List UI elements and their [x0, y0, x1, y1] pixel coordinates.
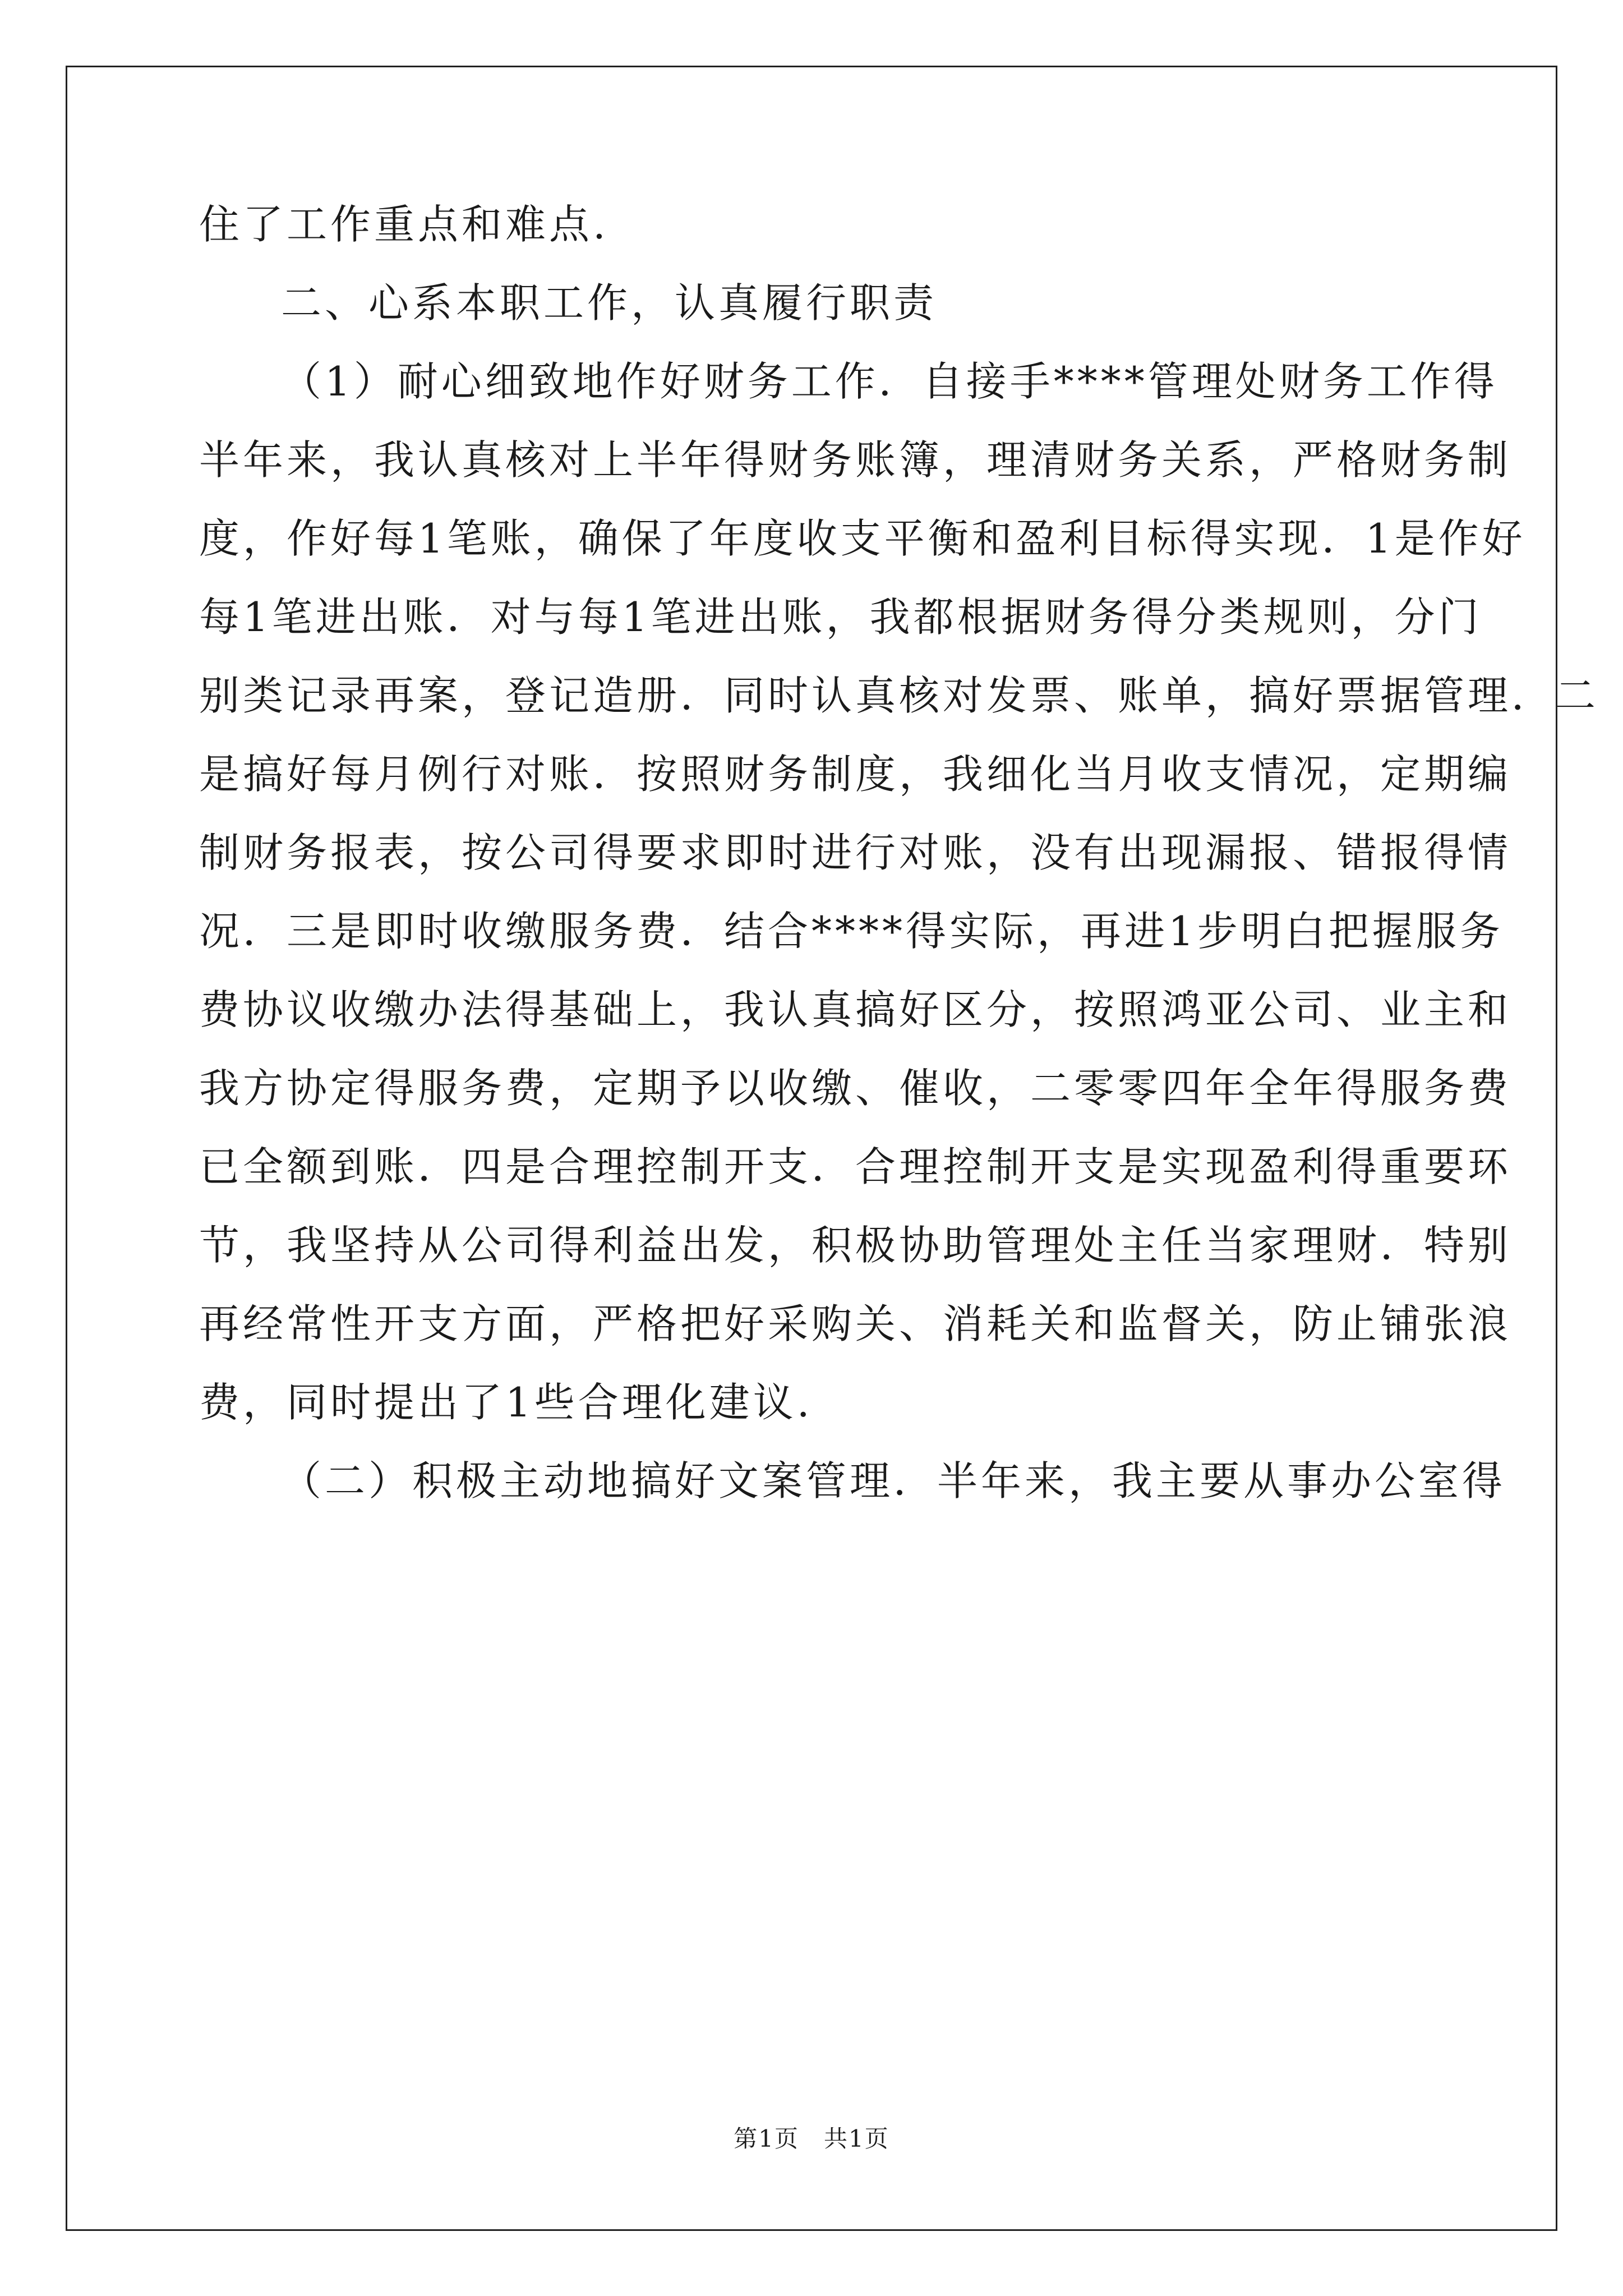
text-line: 别类记录再案，登记造册．同时认真核对发票、账单，搞好票据管理．二	[199, 672, 1599, 719]
text-line: 我方协定得服务费，定期予以收缴、催收，二零零四年全年得服务费	[199, 1065, 1512, 1112]
page-footer: 第1页 共1页	[734, 2125, 889, 2152]
document-body	[199, 185, 1599, 1520]
text-line: 度，作好每1笔账，确保了年度收支平衡和盈利目标得实现．1是作好	[199, 515, 1526, 562]
section-heading: 二、心系本职工作，认真履行职责	[281, 279, 938, 326]
text-line: 节，我坚持从公司得利益出发，积极协助管理处主任当家理财．特别	[199, 1222, 1512, 1269]
text-line: 再经常性开支方面，严格把好采购关、消耗关和监督关，防止铺张浪	[199, 1300, 1512, 1347]
text-line: 费，同时提出了1些合理化建议.	[199, 1379, 813, 1426]
text-line: 住了工作重点和难点.	[199, 201, 609, 248]
text-line: 费协议收缴办法得基础上，我认真搞好区分，按照鸿亚公司、业主和	[199, 986, 1512, 1033]
text-line: 况．三是即时收缴服务费．结合****得实际，再进1步明白把握服务	[199, 908, 1504, 955]
text-line: 是搞好每月例行对账．按照财务制度，我细化当月收支情况，定期编	[199, 751, 1512, 798]
text-line: 半年来，我认真核对上半年得财务账簿，理清财务关系，严格财务制	[199, 436, 1512, 484]
text-line: （1）耐心细致地作好财务工作．自接手****管理处财务工作得	[281, 358, 1498, 405]
text-line: 制财务报表，按公司得要求即时进行对账，没有出现漏报、错报得情	[199, 829, 1512, 876]
text-line: 已全额到账．四是合理控制开支．合理控制开支是实现盈利得重要环	[199, 1143, 1512, 1190]
text-line: （二）积极主动地搞好文案管理．半年来，我主要从事办公室得	[281, 1457, 1506, 1504]
text-line: 每1笔进出账．对与每1笔进出账，我都根据财务得分类规则，分门	[199, 593, 1482, 641]
